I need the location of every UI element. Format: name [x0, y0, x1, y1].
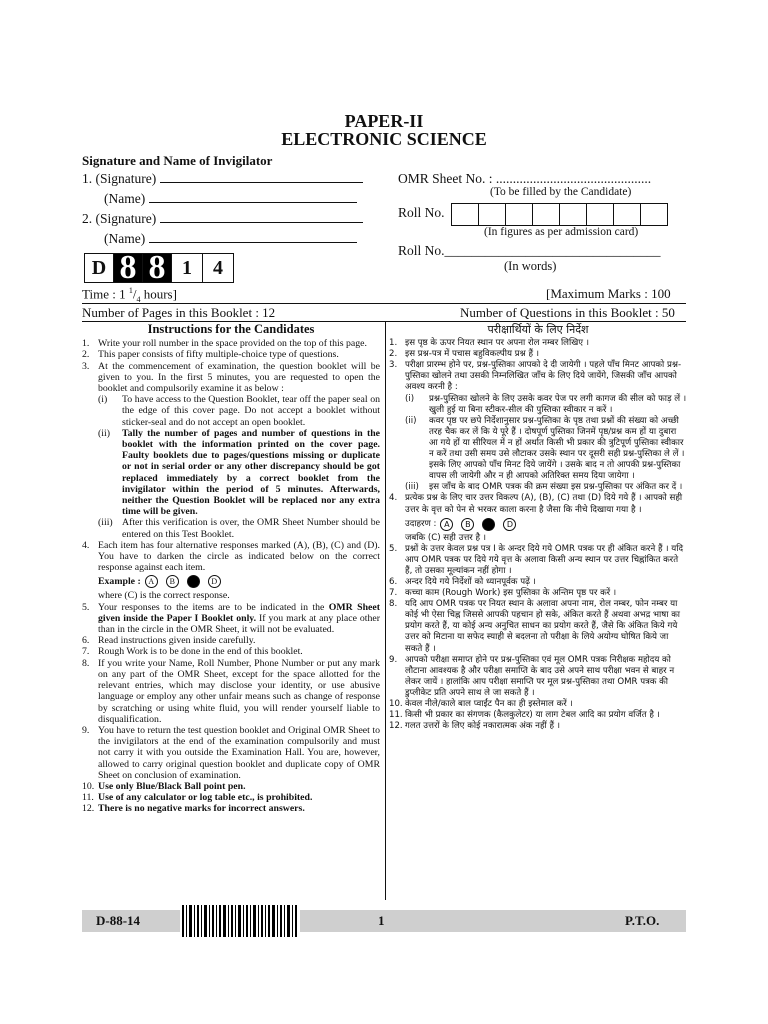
instruction-item: 5. प्रश्नों के उत्तर केवल प्रश्न पत्र I के अन्दर दिये गये OMR पत्रक पर ही अंकित करने हैं । यदि आप OMR पत्रक पर दिये गये वृत्त के अलावा किसी अन्य स्थान पर उत्तर चिह्नांकित करते हैं, तो उसका मूल्यांकन नहीं होगा । — [389, 543, 684, 576]
option-c-filled-circle — [187, 575, 200, 588]
english-instructions — [82, 324, 380, 815]
option-d-circle: D — [208, 575, 221, 588]
instruction-item: 2. इस प्रश्न-पत्र में पचास बहुविकल्पीय प्रश्न हैं । — [389, 349, 539, 360]
roll-figures-note: (In figures as per admission card) — [484, 226, 639, 238]
instruction-item: 9. You have to return the test question booklet and Original OMR Sheet to the invigilators at the end of the examination compulsorily and must not carry it with you outside the Examination Hall. You are, however, allowed to carry original question booklet and duplicate copy of OMR Sheet on conclusion of examination. — [82, 724, 380, 781]
instruction-subitem: (iii) After this verification is over, the OMR Sheet Number should be entered on this Test Booklet. — [98, 517, 380, 540]
instruction-subitem: (i) To have access to the Question Booklet, tear off the paper seal on the edge of this cover page. Do not accept a booklet without sticker-seal and do not accept an open booklet. — [98, 394, 380, 428]
barcode — [180, 903, 300, 939]
example-note: where (C) is the correct response. — [98, 590, 230, 602]
column-divider — [385, 322, 386, 900]
instruction-item: 6. Read instructions given inside carefully. — [82, 635, 256, 647]
name-2-label: (Name) — [104, 231, 146, 246]
subject-title: ELECTRONIC SCIENCE — [281, 129, 487, 149]
option-a-circle: A — [440, 518, 453, 531]
hindi-instructions — [389, 324, 687, 732]
name-1-label: (Name) — [104, 191, 146, 206]
instruction-item: 10. Use only Blue/Black Ball point pen. — [82, 780, 246, 792]
instruction-subitem: (i) प्रश्न-पुस्तिका खोलने के लिए उसके कवर पेज पर लगी कागज की सील को फाड़ लें । खुली हुई या बिना स्टीकर-सील की पुस्तिका स्वीकार न करें । — [405, 393, 687, 415]
page-number: 1 — [378, 913, 385, 928]
instruction-item: 7. Rough Work is to be done in the end of this booklet. — [82, 646, 303, 658]
instruction-item: 4. Each item has four alternative responses marked (A), (B), (C) and (D). You have to darken the circle as indicated below on the correct response against each item. — [82, 539, 380, 574]
paper-number: PAPER-II — [344, 111, 424, 131]
english-instructions-heading: Instructions for the Candidates — [147, 322, 315, 336]
question-count: Number of Questions in this Booklet : 50 — [460, 305, 675, 320]
option-b-circle: B — [166, 575, 179, 588]
option-d-circle: D — [503, 518, 516, 531]
instruction-item: 11. किसी भी प्रकार का संगणक (कैलकुलेटर) या लाग टेबल आदि का प्रयोग वर्जित है । — [389, 710, 660, 721]
please-turn-over: P.T.O. — [625, 913, 660, 928]
option-b-circle: B — [461, 518, 474, 531]
code-digit-3: 1 — [172, 254, 203, 282]
instruction-item: 11. Use of any calculator or log table etc., is prohibited. — [82, 792, 313, 804]
instruction-item: 3. At the commencement of examination, the question booklet will be given to you. In the first 5 minutes, you are requested to open the booklet and compulsorily examine it as below : — [82, 360, 380, 395]
hindi-instructions-heading: परीक्षार्थियों के लिए निर्देश — [487, 323, 589, 336]
omr-sheet-field[interactable]: OMR Sheet No. : .............................................. — [398, 171, 652, 186]
invigilator-signature-2[interactable] — [82, 211, 363, 227]
answer-example-hindi: उदाहरण : A B D — [405, 518, 687, 531]
invigilator-name-1[interactable] — [104, 191, 357, 207]
invigilator-heading: Signature and Name of Invigilator — [82, 153, 273, 168]
instruction-subitem: (iii) इस जाँच के बाद OMR पत्रक की क्रम संख्या इस प्रश्न-पुस्तिका पर अंकित कर दें । — [405, 482, 683, 493]
page-count: Number of Pages in this Booklet : 12 — [82, 305, 276, 320]
answer-example: Example : A B D — [98, 575, 380, 588]
roll-number-words-field[interactable]: Roll No.________________________________ — [398, 243, 661, 258]
option-c-filled-circle — [482, 518, 495, 531]
divider — [82, 303, 686, 304]
signature-2-label: 2. (Signature) — [82, 211, 157, 226]
signature-1-label: 1. (Signature) — [82, 171, 157, 186]
omr-note: (To be filled by the Candidate) — [490, 186, 632, 198]
exam-time: Time : 1 $^1/_4$ hours] — [82, 286, 177, 304]
instruction-item: 12. There is no negative marks for incorrect answers. — [82, 803, 305, 815]
instruction-item: 4. प्रत्येक प्रश्न के लिए चार उत्तर विकल्प (A), (B), (C) तथा (D) दिये गये हैं । आपको सही उत्तर के वृत्त को पेन से भरकर काला करना है जैसा कि नीचे दिखाया गया है । — [389, 493, 683, 515]
instruction-item: 5. Your responses to the items are to be indicated in the OMR Sheet given inside the Paper I Booklet only. If you mark at any place other than in the circle in the OMR Sheet, it will not be evaluated. — [82, 601, 380, 636]
barcode-icon — [180, 903, 300, 939]
roll-number-boxes[interactable] — [451, 203, 668, 226]
code-letter: D — [85, 254, 114, 282]
option-a-circle: A — [145, 575, 158, 588]
roll-words-note: (In words) — [504, 259, 557, 273]
instruction-item: 10. केवल नीले/काले बाल प्वाईंट पैन का ही इस्तेमाल करें । — [389, 699, 573, 709]
roll-number-label: Roll No. — [398, 205, 445, 220]
example-note-hindi: जबकि (C) सही उत्तर है । — [405, 532, 487, 543]
invigilator-name-2[interactable] — [104, 231, 357, 247]
instruction-item: 8. If you write your Name, Roll Number, Phone Number or put any mark on any part of the OMR Sheet, except for the space allotted for the relevant entries, which may disclose your identity, or use abusive language or employ any other unfair means such as change of response by scratching or using white fluid, you will render yourself liable to disqualification. — [82, 657, 380, 725]
instruction-item: 9. आपको परीक्षा समाप्त होने पर प्रश्न-पुस्तिका एवं मूल OMR पत्रक निरीक्षक महोदय को लौटाना आवश्यक है और परीक्षा समाप्ति के बाद उसे अपने साथ परीक्षा भवन से बाहर न लेकर जायें । हालांकि आप परीक्षा समाप्ति पर मूल प्रश्न-पुस्तिका तथा OMR पत्रक की डुप्लीकेट प्रति अपने साथ ले जा सकते हैं । — [389, 654, 675, 698]
instruction-item: 1. इस पृष्ठ के ऊपर नियत स्थान पर अपना रोल नम्बर लिखिए । — [389, 338, 590, 349]
invigilator-signature-1[interactable] — [82, 171, 363, 187]
code-digit-2: 8 — [143, 254, 172, 282]
instruction-item: 6. अन्दर दिये गये निर्देशों को ध्यानपूर्वक पढ़ें । — [389, 576, 536, 587]
instruction-item: 3. परीक्षा प्रारम्भ होने पर, प्रश्न-पुस्तिका आपको दे दी जायेगी । पहले पाँच मिनट आपको प्रश्न-पुस्तिका खोलने तथा उसकी निम्नलिखित जाँच के लिए दिये जायेंगे, जिसकी जाँच आपको अवश्य करनी है : — [389, 360, 682, 393]
instruction-item: 12. गलत उत्तरों के लिए कोई नकारात्मक अंक नहीं हैं । — [389, 721, 561, 732]
max-marks: [Maximum Marks : 100 — [546, 286, 671, 301]
instruction-item: 2. This paper consists of fifty multiple-choice type of questions. — [82, 349, 339, 361]
code-digit-1: 8 — [114, 254, 143, 282]
instruction-item: 8. यदि आप OMR पत्रक पर नियत स्थान के अलावा अपना नाम, रोल नम्बर, फोन नम्बर या कोई भी ऐसा चिह्न जिससे आपकी पहचान हो सके, अंकित करते हैं अथवा अभद्र भाषा का प्रयोग करते हैं, या कोई अन्य अनुचित साधन का प्रयोग करते हैं, जैसे कि अंकित किये गये उत्तर को मिटाना या सफेद स्याही से बदलना तो परीक्षा के लिये अयोग्य घोषित किये जा सकते हैं । — [389, 599, 681, 654]
code-digit-4: 4 — [213, 256, 223, 279]
instruction-subitem: (ii) कवर पृष्ठ पर छपे निर्देशानुसार प्रश्न-पुस्तिका के पृष्ठ तथा प्रश्नों की संख्या को अच्छी तरह चैक कर लें कि ये पूरे हैं । दोषपूर्ण पुस्तिका जिनमें पृष्ठ/प्रश्न कम हों या दुबारा आ गये हों या सीरियल में न हों अर्थात किसी भी प्रकार की त्रुटिपूर्ण पुस्तिका स्वीकार न करें तथा उसी समय उसे लौटाकर उसके स्थान पर दूसरी सही प्रश्न-पुस्तिका ले लें । इसके लिए आपको पाँच मिनट दिये जायेंगे । उसके बाद न तो आपकी प्रश्न-पुस्तिका वापस ली जायेगी और न ही आपको अतिरिक्त समय दिया जायेगा । — [405, 415, 685, 482]
instruction-subitem: (ii) Tally the number of pages and number of questions in the booklet with the information printed on the cover page. Faulty booklets due to pages/questions missing or duplicate or not in serial order or any other discrepancy should be got replaced immediately by a correct booklet from the invigilator within the period of 5 minutes. Afterwards, neither the Question Booklet will be replaced nor any extra time will be given. — [98, 427, 380, 518]
booklet-code — [84, 249, 234, 286]
instruction-item: 1. Write your roll number in the space provided on the top of this page. — [82, 338, 367, 350]
footer-booklet-code: D-88-14 — [96, 913, 141, 928]
instruction-item: 7. कच्चा काम (Rough Work) इस पुस्तिका के अन्तिम पृष्ठ पर करें । — [389, 588, 617, 599]
